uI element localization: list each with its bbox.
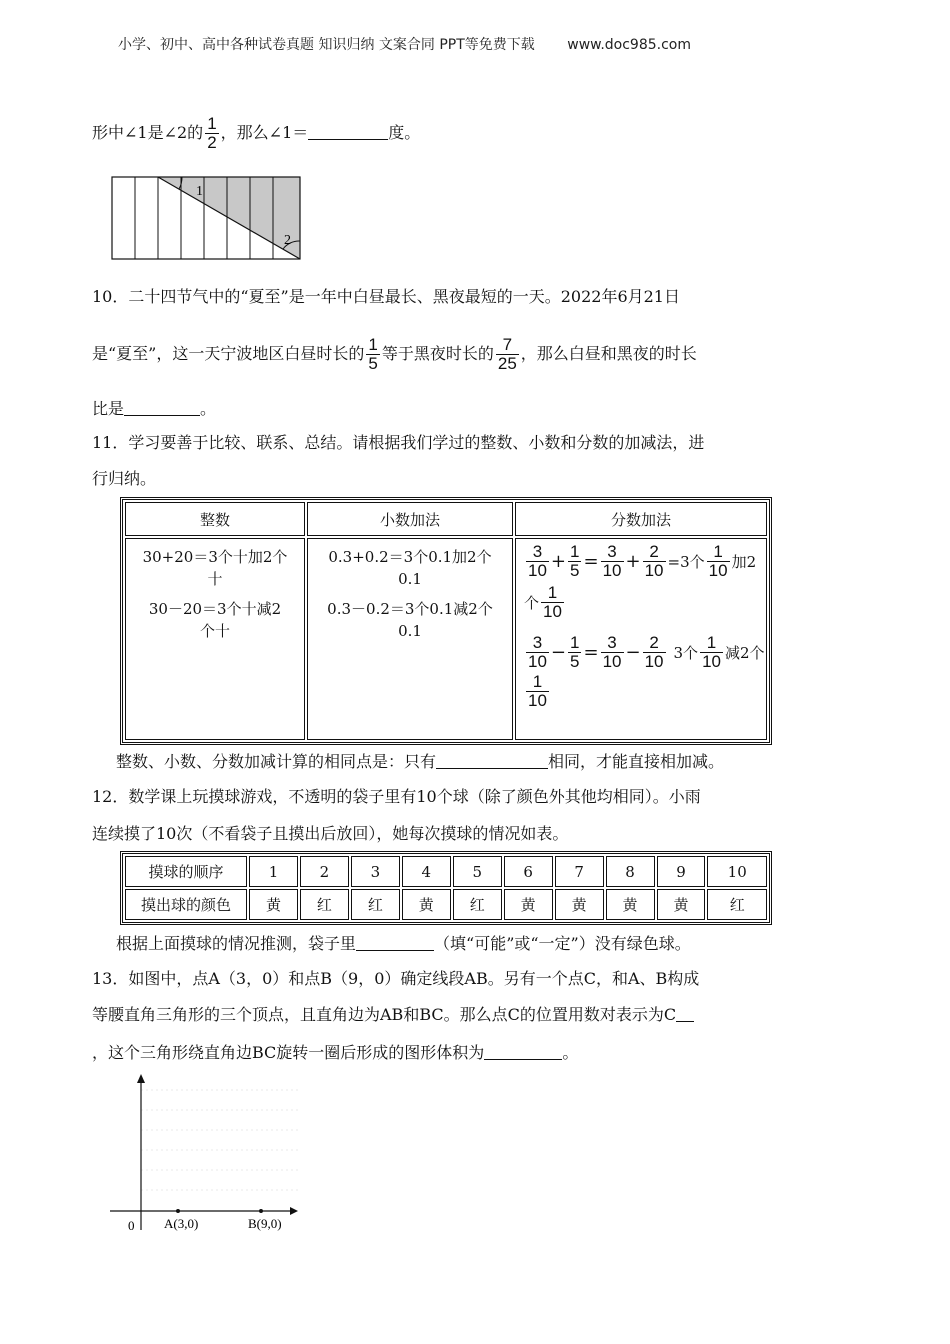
header-text: 小学、初中、高中各种试卷真题 知识归纳 文案合同 PPT等免费下载: [118, 37, 535, 53]
q9-angle1-label: 1: [196, 184, 203, 199]
page-header: [118, 34, 838, 54]
q12-order-cell: 4: [402, 856, 451, 887]
q12-color-cell: 黄: [402, 889, 451, 920]
q13-point-a: [176, 1209, 180, 1213]
q12-line1: 12．数学课上玩摸球游戏，不透明的袋子里有10个球（除了颜色外其他均相同）。小雨: [92, 787, 701, 806]
q12-order-cell: 2: [300, 856, 349, 887]
q12-draw-table: [120, 851, 772, 925]
q11-answer-blank[interactable]: [436, 752, 548, 769]
q9-folded-strip-figure: [110, 175, 305, 263]
q10-line3: 比是 。: [92, 399, 217, 418]
q9-fraction: $\frac{1}{2}$: [207, 114, 217, 152]
q12-order-cell: 8: [606, 856, 655, 887]
q10-fraction-1-5: $\frac{1}{5}$: [368, 335, 378, 373]
q12-order-cell: 3: [351, 856, 400, 887]
q13-y-axis-arrow: [137, 1074, 145, 1083]
q13-line2: 等腰直角三角形的三个顶点，且直角边为AB和BC。那么点C的位置用数对表示为C: [92, 1002, 694, 1025]
q12-color-cell: 黄: [504, 889, 553, 920]
q13-label-a: A(3,0): [164, 1216, 199, 1231]
q12-color-cell: 黄: [555, 889, 604, 920]
q11-fraction-add-line2: 个 $\frac{1}{10}$: [524, 582, 562, 621]
q11-line1: 11．学习要善于比较、联系、总结。请根据我们学过的整数、小数和分数的加减法，进: [92, 433, 705, 452]
q13-line1: 13．如图中，点A（3，0）和点B（9，0）确定线段AB。另有一个点C，和A、B构成: [92, 969, 700, 988]
q13-label-b: B(9,0): [248, 1216, 282, 1231]
q11-fraction-add-line: $\frac{3}{10}$ + $\frac{1}{5}$ = $\frac{3}{10}$ + $\frac{2}{10}$ =3个 $\frac{1}{10}$ 加2: [528, 542, 757, 580]
q12-summary: 根据上面摸球的情况推测，袋子里 （填“可能”或“一定”）没有绿色球。: [116, 934, 691, 953]
q12-color-cell: 红: [300, 889, 349, 920]
q11-header-fraction: 分数加法: [515, 502, 767, 536]
q12-order-cell: 7: [555, 856, 604, 887]
q12-row1-label: 摸球的顺序: [125, 856, 247, 887]
q11-fraction-cell: [515, 538, 767, 740]
q12-color-cell: 红: [351, 889, 400, 920]
q12-color-cell: 红: [707, 889, 767, 920]
q12-answer-blank[interactable]: [356, 934, 434, 951]
q12-order-cell: 9: [657, 856, 706, 887]
q9-answer-blank[interactable]: [308, 123, 388, 140]
q9-text-mid: ，那么∠1＝: [220, 122, 309, 142]
q10-line1: 10．二十四节气中的“夏至”是一年中白昼最长、黑夜最短的一天。2022年6月21日: [92, 287, 680, 306]
q13-x-axis-arrow: [290, 1207, 298, 1215]
q13-line3: ，这个三角形绕直角边BC旋转一圈后形成的图形体积为 。: [92, 1043, 579, 1062]
q9-angle2-label: 2: [284, 233, 291, 248]
q13-answer-blank-c[interactable]: [676, 1005, 694, 1022]
q13-coordinate-figure: [108, 1070, 303, 1240]
q12-order-cell: 5: [453, 856, 502, 887]
q12-color-cell: 黄: [606, 889, 655, 920]
q10-line2: 是“夏至”，这一天宁波地区白昼时长的 $\frac{1}{5}$ 等于黑夜时长的 $\frac{7}{25}$ ，那么白昼和黑夜的时长: [92, 335, 697, 373]
q11-decimal-cell: 0.3+0.2＝3个0.1加2个 0.1 0.3－0.2＝3个0.1减2个 0.1: [307, 538, 513, 740]
q10-answer-blank[interactable]: [124, 399, 200, 416]
q9-text-end: 度。: [388, 122, 421, 142]
q11-header-integer: 整数: [125, 502, 305, 536]
q11-summary: 整数、小数、分数加减计算的相同点是：只有 相同，才能直接相加减。: [116, 752, 725, 771]
header-site: www.doc985.com: [567, 37, 691, 53]
q9-text-pre: 形中∠1是∠2的: [92, 122, 204, 142]
q10-fraction-7-25: $\frac{7}{25}$: [497, 335, 517, 373]
q12-line2: 连续摸了10次（不看袋子且摸出后放回），她每次摸球的情况如表。: [92, 824, 569, 843]
q11-comparison-table: [120, 497, 772, 745]
q13-answer-blank-volume[interactable]: [484, 1043, 562, 1060]
q12-order-cell: 10: [707, 856, 767, 887]
q13-origin-label: 0: [128, 1218, 135, 1233]
q11-fraction-sub-line2: $\frac{1}{10}$: [528, 672, 547, 710]
q12-order-cell: 6: [504, 856, 553, 887]
q13-point-b: [259, 1209, 263, 1213]
q11-line2: 行归纳。: [92, 469, 157, 488]
q13-grid: [141, 1090, 298, 1190]
q12-color-cell: 黄: [249, 889, 298, 920]
q12-row2-label: 摸出球的颜色: [125, 889, 247, 920]
q12-order-cell: 1: [249, 856, 298, 887]
q9-line: [92, 115, 420, 152]
q11-integer-cell: 30+20＝3个十加2个 十 30－20＝3个十减2 个十: [125, 538, 305, 740]
q11-header-decimal: 小数加法: [307, 502, 513, 536]
q12-color-cell: 红: [453, 889, 502, 920]
q11-fraction-sub-line: $\frac{3}{10}$ − $\frac{1}{5}$ = $\frac{3}{10}$ − $\frac{2}{10}$ 3个 $\frac{1}{10}$ 减2个: [528, 633, 765, 672]
q12-color-cell: 黄: [657, 889, 706, 920]
